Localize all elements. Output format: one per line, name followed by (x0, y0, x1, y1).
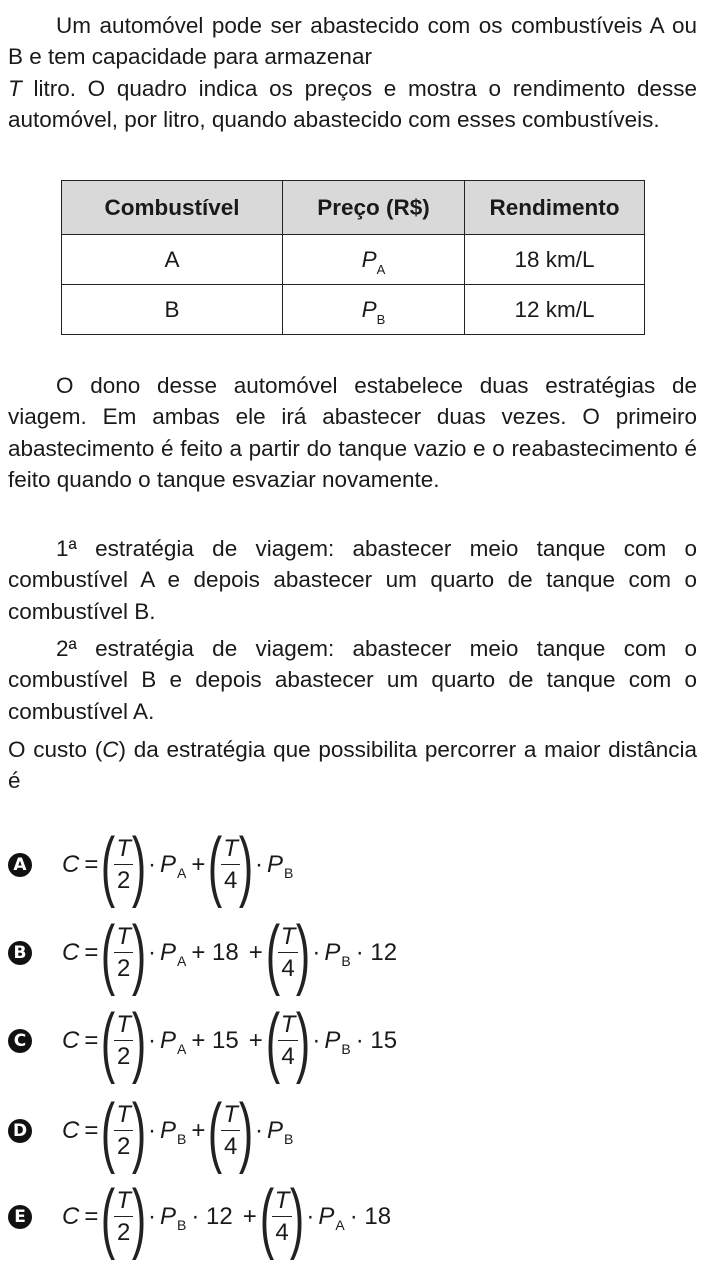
answer-option-c[interactable] (8, 996, 402, 1086)
option-formula (62, 1173, 396, 1261)
formula-dot: · (148, 939, 156, 966)
formula-plus: + (242, 1203, 257, 1230)
right-paren: ) (131, 1087, 147, 1175)
price-var: P (267, 1117, 284, 1144)
cell-yield: 12 km/L (465, 285, 645, 335)
answer-option-a[interactable] (8, 820, 293, 910)
left-paren: ( (101, 1087, 116, 1175)
right-paren: ) (238, 821, 254, 909)
option-formula (62, 1087, 294, 1175)
option-letter-badge[interactable]: A (8, 853, 32, 877)
header-price: Preço (R$) (283, 181, 465, 235)
right-paren: ) (290, 1173, 305, 1261)
table-row (62, 285, 645, 335)
numerator: T (274, 1187, 290, 1214)
formula-C: C (62, 939, 80, 966)
intro-var-T: T (8, 75, 22, 101)
price-sub: A (376, 261, 386, 277)
denominator: 2 (114, 952, 133, 981)
answer-option-b[interactable] (8, 908, 402, 998)
price-var: P (267, 851, 284, 878)
intro-text-2: litro. O quadro indica os preços e mostra o rendimento desse automóvel, por litro, quando abastecido com esses combustíveis. (8, 75, 697, 133)
question-var-C: C (102, 737, 119, 762)
price-sub: B (341, 953, 351, 969)
formula-plus: + (248, 939, 263, 966)
price-sub: B (284, 865, 294, 881)
denominator: 2 (114, 1216, 133, 1245)
formula-plus: + (248, 1027, 263, 1054)
strategy-1-paragraph: 1ª estratégia de viagem: abastecer meio tanque com o combustível A e depois abastecer um quarto de tanque com o combustível B. (8, 536, 697, 624)
price-sub: B (341, 1041, 351, 1057)
cell-fuel: B (62, 285, 283, 335)
formula-equals: = (84, 1203, 99, 1230)
formula-C: C (62, 1117, 80, 1144)
formula-dot: · (148, 1203, 156, 1230)
formula-equals: = (84, 851, 99, 878)
question-text-a: O custo ( (8, 737, 103, 762)
formula-dot: · (255, 1117, 264, 1144)
right-paren: ) (296, 997, 311, 1085)
option-formula (62, 909, 402, 997)
question-paragraph (8, 734, 697, 797)
numerator: T (223, 1101, 239, 1128)
numerator: T (223, 835, 239, 862)
denominator: 4 (272, 1216, 291, 1245)
denominator: 4 (278, 1040, 297, 1069)
formula-plus: + (191, 851, 206, 878)
left-paren: ( (265, 909, 280, 997)
price-sub: A (335, 1217, 345, 1233)
option-formula (62, 821, 294, 909)
answer-option-e[interactable] (8, 1172, 396, 1262)
denominator: 2 (114, 864, 133, 893)
left-paren: ( (208, 1087, 223, 1175)
owner-paragraph: O dono desse automóvel estabelece duas estratégias de viagem. Em ambas ele irá abastecer duas vezes. O primeiro abastecimento é feito a partir do tanque vazio e o reabastecimento é feito quando o tanque esvaziar novamente. (8, 373, 697, 493)
price-sub: B (284, 1131, 294, 1147)
price-sub: A (177, 1041, 187, 1057)
formula-equals: = (84, 1117, 99, 1144)
right-paren: ) (131, 909, 147, 997)
formula-C: C (62, 851, 80, 878)
numerator: T (280, 1011, 296, 1038)
formula-C: C (62, 1027, 80, 1054)
price-sub: A (177, 865, 187, 881)
price-var: P (160, 851, 177, 878)
fuel-table (61, 180, 645, 335)
price-var: P (324, 1027, 341, 1054)
right-paren: ) (131, 821, 147, 909)
numerator: T (116, 923, 132, 950)
formula-dot: · (312, 939, 321, 966)
formula-plus: + (191, 1117, 206, 1144)
left-paren: ( (265, 997, 280, 1085)
strategy-2-paragraph: 2ª estratégia de viagem: abastecer meio tanque com o combustível B e depois abastecer um quarto de tanque com o combustível A. (8, 636, 697, 724)
formula-tail-term: · 18 (349, 1203, 392, 1230)
right-paren: ) (296, 909, 311, 997)
numerator: T (116, 835, 132, 862)
price-var: P (160, 1117, 177, 1144)
option-formula (62, 997, 402, 1085)
denominator: 2 (114, 1130, 133, 1159)
left-paren: ( (101, 821, 116, 909)
question-text-b: ) da estratégia que possibilita percorrer a maior distância é (8, 737, 697, 794)
denominator: 4 (221, 864, 240, 893)
formula-equals: = (84, 939, 99, 966)
intro-text-1: Um automóvel pode ser abastecido com os combustíveis A ou B e tem capacidade para armazenar (8, 13, 697, 70)
formula-middle-term: · 12 (191, 1203, 233, 1230)
cell-price (283, 285, 465, 335)
price-var: P (160, 1203, 177, 1230)
answer-option-d[interactable] (8, 1086, 293, 1176)
numerator: T (116, 1187, 132, 1214)
left-paren: ( (101, 1173, 116, 1261)
option-letter-badge[interactable]: D (8, 1119, 32, 1143)
formula-equals: = (84, 1027, 99, 1054)
denominator: 4 (221, 1130, 240, 1159)
numerator: T (116, 1101, 132, 1128)
formula-dot: · (255, 851, 264, 878)
price-sub: B (177, 1217, 187, 1233)
formula-dot: · (312, 1027, 321, 1054)
option-letter-badge[interactable]: B (8, 941, 32, 965)
option-letter-badge[interactable]: E (8, 1205, 32, 1229)
formula-C: C (62, 1203, 80, 1230)
price-var: P (160, 939, 177, 966)
denominator: 2 (114, 1040, 133, 1069)
price-var: P (324, 939, 341, 966)
formula-middle-term: + 15 (191, 1027, 239, 1054)
formula-dot: · (306, 1203, 315, 1230)
option-letter-badge[interactable]: C (8, 1029, 32, 1053)
cell-fuel: A (62, 235, 283, 285)
price-sub: B (376, 311, 386, 327)
formula-dot: · (148, 851, 156, 878)
price-sub: B (177, 1131, 187, 1147)
right-paren: ) (131, 997, 147, 1085)
formula-dot: · (148, 1027, 156, 1054)
left-paren: ( (101, 997, 116, 1085)
numerator: T (280, 923, 296, 950)
right-paren: ) (238, 1087, 254, 1175)
cell-yield: 18 km/L (465, 235, 645, 285)
formula-middle-term: + 18 (191, 939, 239, 966)
left-paren: ( (259, 1173, 274, 1261)
right-paren: ) (131, 1173, 147, 1261)
price-var: P (361, 296, 377, 322)
header-yield: Rendimento (465, 181, 645, 235)
price-sub: A (177, 953, 187, 969)
table-row (62, 235, 645, 285)
header-fuel: Combustível (62, 181, 283, 235)
left-paren: ( (208, 821, 223, 909)
numerator: T (116, 1011, 132, 1038)
formula-dot: · (148, 1117, 156, 1144)
left-paren: ( (101, 909, 116, 997)
price-var: P (318, 1203, 335, 1230)
price-var: P (361, 246, 377, 272)
intro-paragraph (8, 10, 697, 136)
formula-tail-term: · 15 (355, 1027, 398, 1054)
denominator: 4 (278, 952, 297, 981)
formula-tail-term: · 12 (355, 939, 398, 966)
cell-price (283, 235, 465, 285)
table-header-row (62, 181, 645, 235)
price-var: P (160, 1027, 177, 1054)
